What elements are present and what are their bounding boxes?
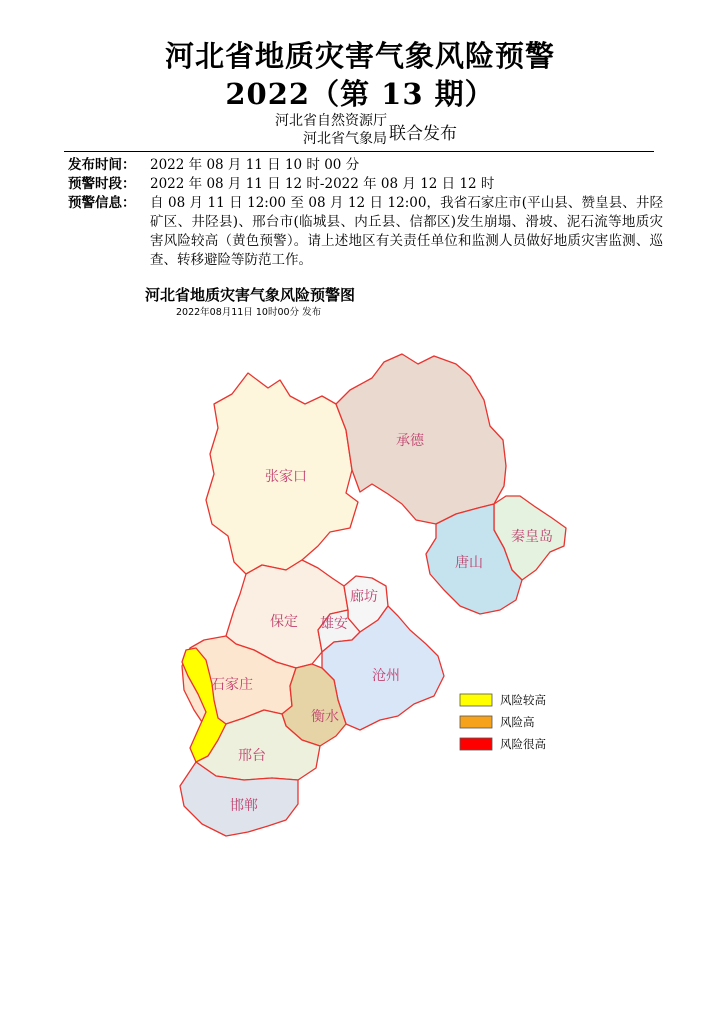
joint-release-label: 联合发布 bbox=[389, 124, 457, 144]
warning-info-text: 自 08 月 11 日 12:00 至 08 月 12 日 12:00，我省石家庄市(平山县、赞皇县、井陉矿区、井陉县)、邢台市(临城县、内丘县、信都区)发生崩塌、滑坡、泥石流等地质灾害风险较高（黄色预警）。请上述地区有关责任单位和监测人员做好地质灾害监测、巡查、转移避险等防范工作。 bbox=[150, 195, 663, 268]
city-label-zhangjiakou: 张家口 bbox=[265, 469, 307, 485]
city-label-chengde: 承德 bbox=[396, 433, 424, 449]
city-label-xingtai: 邢台 bbox=[238, 748, 266, 764]
map-legend bbox=[460, 693, 546, 751]
city-label-handan: 邯郸 bbox=[230, 798, 258, 814]
legend-swatch-high-risk bbox=[460, 716, 492, 728]
publish-time-label: 发布时间： bbox=[68, 157, 136, 173]
warning-info-label: 预警信息： bbox=[68, 195, 136, 211]
publish-time-value: 2022 年 08 月 11 日 10 时 00 分 bbox=[150, 157, 360, 173]
city-label-langfang: 廊坊 bbox=[350, 589, 378, 605]
issue-number: 2022（第 13 期） bbox=[225, 77, 495, 111]
city-label-hengshui: 衡水 bbox=[311, 709, 339, 725]
legend-label-very-high-risk: 风险很高 bbox=[500, 737, 546, 751]
city-label-tangshan: 唐山 bbox=[455, 555, 483, 571]
issuer-meteorology: 河北省气象局 bbox=[303, 131, 387, 147]
city-label-xiongan: 雄安 bbox=[320, 616, 348, 632]
warning-period-value: 2022 年 08 月 11 日 12 时-2022 年 08 月 12 日 12 时 bbox=[150, 176, 495, 192]
issuer-natural-resources: 河北省自然资源厅 bbox=[275, 113, 387, 129]
legend-label-high-risk-lower: 风险较高 bbox=[500, 693, 546, 707]
legend-swatch-high-risk-lower bbox=[460, 694, 492, 706]
map-subtitle: 2022年08月11日 10时00分 发布 bbox=[176, 307, 322, 318]
city-label-qinhuangdao: 秦皇岛 bbox=[511, 529, 553, 545]
map-title: 河北省地质灾害气象风险预警图 bbox=[145, 286, 356, 304]
legend-label-high-risk: 风险高 bbox=[500, 715, 535, 729]
city-label-cangzhou: 沧州 bbox=[372, 668, 400, 684]
city-label-shijiazhuang: 石家庄 bbox=[211, 677, 253, 693]
legend-swatch-very-high-risk bbox=[460, 738, 492, 750]
warning-period-label: 预警时段： bbox=[68, 176, 136, 192]
page-title: 河北省地质灾害气象风险预警 bbox=[164, 39, 555, 73]
city-label-baoding: 保定 bbox=[270, 614, 298, 630]
